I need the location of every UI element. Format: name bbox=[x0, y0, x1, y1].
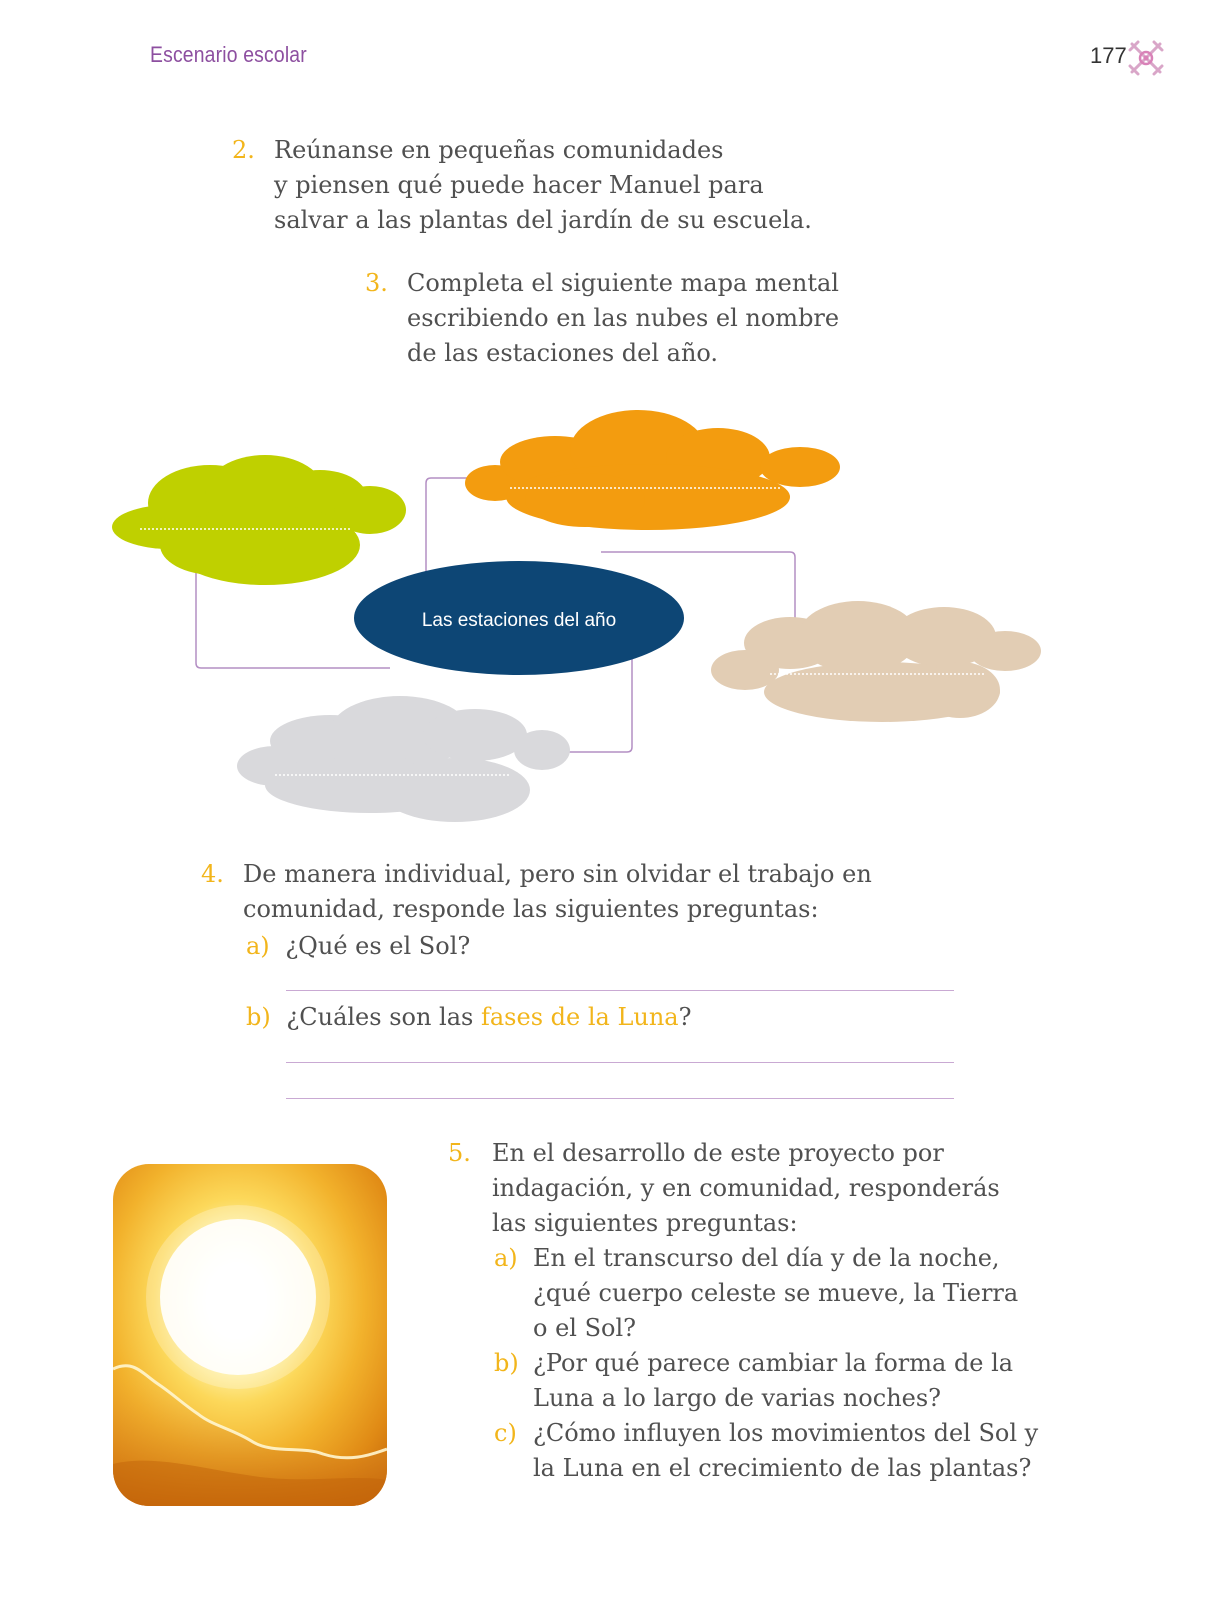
cloud-beige bbox=[711, 601, 1041, 722]
sub-question-line: la Luna en el crecimiento de las plantas? bbox=[533, 1454, 1032, 1482]
highlighted-term: fases de la Luna bbox=[480, 1003, 679, 1031]
question-number: 3. bbox=[365, 269, 388, 297]
question-line: salvar a las plantas del jardín de su escuela. bbox=[274, 206, 812, 234]
sub-question-label: c) bbox=[494, 1419, 517, 1447]
sub-question-text: ¿Cuáles son las bbox=[286, 1003, 481, 1031]
question-line: y piensen qué puede hacer Manuel para bbox=[274, 171, 764, 199]
sub-question-line: En el transcurso del día y de la noche, bbox=[533, 1244, 1000, 1272]
question-number: 5. bbox=[448, 1139, 471, 1167]
question-4a bbox=[246, 929, 470, 964]
cloud-green bbox=[112, 455, 406, 585]
seasons-mind-map bbox=[0, 395, 1214, 839]
question-line: comunidad, responde las siguientes preguntas: bbox=[243, 895, 819, 923]
sub-question-line: ¿Por qué parece cambiar la forma de la bbox=[533, 1349, 1014, 1377]
sub-question-label: b) bbox=[494, 1349, 519, 1377]
sub-question-text: ¿Qué es el Sol? bbox=[285, 932, 471, 960]
answer-line[interactable] bbox=[286, 1062, 954, 1063]
question-line: Reúnanse en pequeñas comunidades bbox=[274, 136, 724, 164]
question-2 bbox=[232, 133, 812, 238]
question-4 bbox=[201, 857, 872, 927]
question-3 bbox=[365, 266, 839, 371]
question-line: escribiendo en las nubes el nombre bbox=[407, 304, 840, 332]
section-title: Escenario escolar bbox=[150, 42, 307, 67]
sub-question-text-end: ? bbox=[678, 1003, 692, 1031]
question-5c bbox=[494, 1416, 1038, 1486]
page-number: 177 bbox=[1090, 43, 1127, 68]
cloud-gray bbox=[237, 696, 570, 822]
question-5b bbox=[494, 1346, 1013, 1416]
sub-question-label: a) bbox=[246, 932, 270, 960]
answer-line[interactable] bbox=[286, 1098, 954, 1099]
sub-question-line: o el Sol? bbox=[533, 1314, 637, 1342]
question-number: 2. bbox=[232, 136, 255, 164]
question-line: de las estaciones del año. bbox=[407, 339, 719, 367]
question-line: De manera individual, pero sin olvidar el trabajo en bbox=[243, 860, 872, 888]
answer-line[interactable] bbox=[286, 990, 954, 991]
sub-question-label: b) bbox=[246, 1003, 271, 1031]
question-line: Completa el siguiente mapa mental bbox=[407, 269, 839, 297]
question-line: En el desarrollo de este proyecto por bbox=[492, 1139, 944, 1167]
sub-question-line: ¿Cómo influyen los movimientos del Sol y bbox=[533, 1419, 1039, 1447]
center-topic-label: Las estaciones del año bbox=[421, 610, 617, 631]
sub-question-line: Luna a lo largo de varias noches? bbox=[533, 1384, 942, 1412]
question-number: 4. bbox=[201, 860, 224, 888]
sub-question-line: ¿qué cuerpo celeste se mueve, la Tierra bbox=[533, 1279, 1019, 1307]
cloud-orange bbox=[465, 410, 840, 530]
sun-photo bbox=[113, 1164, 387, 1506]
question-line: las siguientes preguntas: bbox=[492, 1209, 798, 1237]
question-4b bbox=[246, 1000, 691, 1035]
sub-question-label: a) bbox=[494, 1244, 518, 1272]
question-5 bbox=[448, 1136, 1000, 1241]
question-5a bbox=[494, 1241, 1018, 1346]
flower-cross-icon bbox=[1128, 40, 1164, 80]
question-line: indagación, y en comunidad, responderás bbox=[492, 1174, 1000, 1202]
